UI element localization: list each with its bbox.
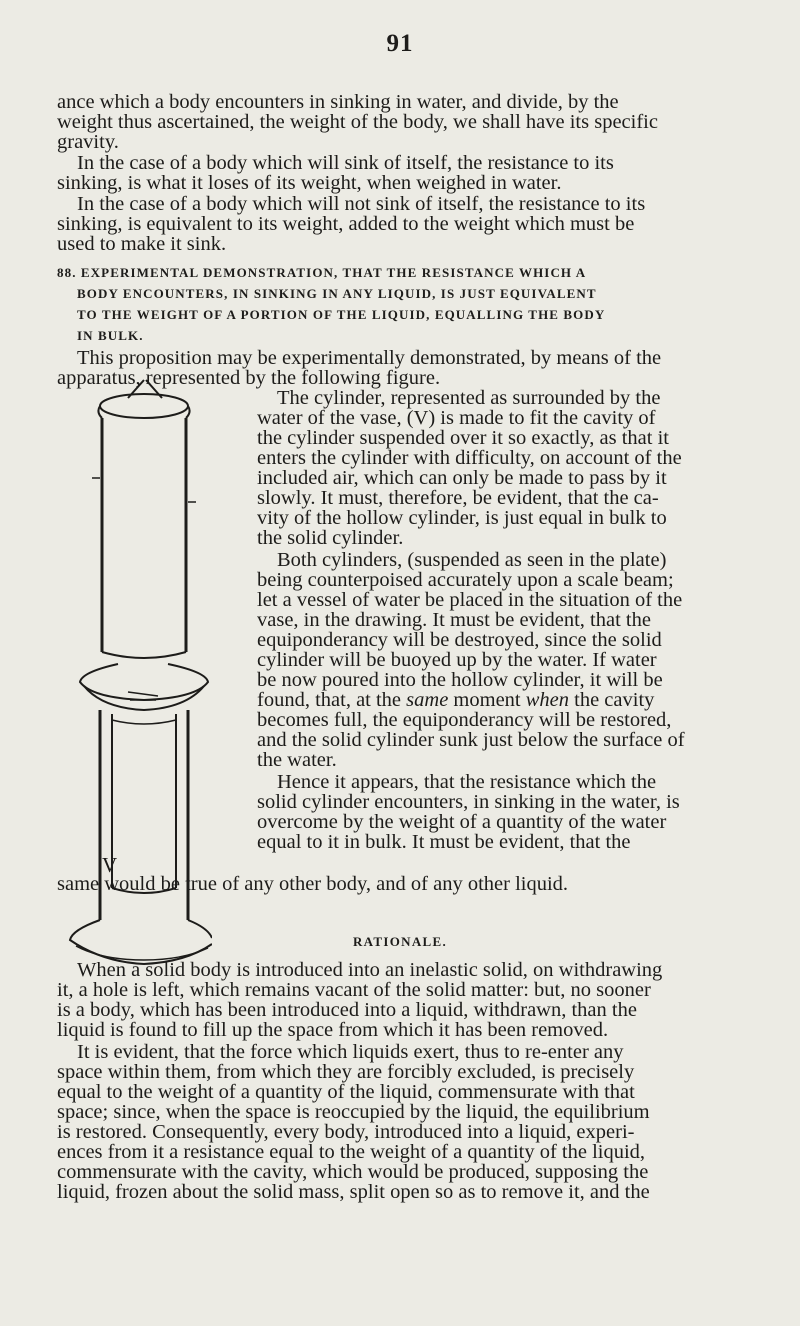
hence-line: overcome by the weight of a quantity of the water	[257, 811, 667, 833]
rationale-line: ences from it a resistance equal to the weight of a quantity of the liquid,	[57, 1141, 646, 1163]
vase-rim-lower	[84, 686, 204, 710]
rationale-line: space within them, from which they are forcibly excluded, is precisely	[57, 1061, 635, 1083]
hollow-cylinder-base	[102, 652, 186, 658]
hence-paragraph	[257, 772, 711, 852]
sink-itself-line: In the case of a body which will sink of itself, the resistance to its	[77, 152, 614, 174]
section-heading	[57, 262, 707, 346]
rationale-paragraph-2	[57, 1042, 707, 1202]
not-sink-line: In the case of a body which will not sink of itself, the resistance to its	[77, 193, 646, 215]
hollow-cylinder-rim	[98, 406, 189, 418]
hence-line: solid cylinder encounters, in sinking in the water, is	[257, 791, 680, 813]
counterpoise-line: and the solid cylinder sunk just below the surface of	[257, 729, 685, 751]
rationale-line: is restored. Consequently, every body, introduced into a liquid, experi-	[57, 1121, 635, 1143]
hence-line: equal to it in bulk. It must be evident, that the	[257, 831, 631, 853]
cylinder-line: vity of the hollow cylinder, is just equal in bulk to	[257, 507, 667, 529]
rationale-line: space; since, when the space is reoccupied by the liquid, the equilibrium	[57, 1101, 650, 1123]
hollow-cylinder-top	[100, 394, 188, 418]
cylinder-line: the cylinder suspended over it so exactly, as that it	[257, 427, 669, 449]
counterpoise-line: cylinder will be buoyed up by the water. If water	[257, 649, 657, 671]
counterpoise-line: being counterpoised accurately upon a scale beam;	[257, 569, 674, 591]
not-sink-line: sinking, is equivalent to its weight, added to the weight which must be	[57, 213, 635, 235]
not-sink-line: used to make it sink.	[57, 233, 227, 255]
intro-paragraph	[57, 92, 707, 152]
section-heading-line: IN BULK.	[77, 328, 144, 343]
intro-line: gravity.	[57, 131, 119, 153]
solid-cylinder-top	[112, 720, 176, 724]
cylinder-line: the solid cylinder.	[257, 527, 404, 549]
hence-line: Hence it appears, that the resistance which the	[277, 771, 657, 793]
rationale-paragraph-1	[57, 960, 707, 1040]
hollow-cylinder-wall	[102, 418, 186, 652]
emphasis-when: when	[525, 689, 570, 711]
rationale-line: liquid is found to fill up the space from which it has been removed.	[57, 1019, 609, 1041]
intro-line: weight thus ascertained, the weight of the body, we shall have its specific	[57, 111, 658, 133]
cylinder-line: slowly. It must, therefore, be evident, that the ca-	[257, 487, 659, 509]
rationale-line: When a solid body is introduced into an inelastic solid, on withdrawing	[77, 959, 663, 981]
emphasis-same: same	[406, 689, 449, 711]
rationale-line: It is evident, that the force which liquids exert, thus to re-enter any	[77, 1041, 624, 1063]
cylinder-line: included air, which can only be made to pass by it	[257, 467, 667, 489]
section-heading-line: TO THE WEIGHT OF A PORTION OF THE LIQUID, EQUALLING THE BODY	[77, 307, 606, 322]
counterpoise-line: be now poured into the hollow cylinder, it will be	[257, 669, 663, 691]
solid-cylinder-wall	[112, 714, 176, 888]
figure-label-v: V	[102, 853, 118, 877]
proposition-line: apparatus, represented by the following figure.	[57, 367, 441, 389]
cylinder-line: water of the vase, (V) is made to fit the cavity of	[257, 407, 656, 429]
rationale-line: it, a hole is left, which remains vacant of the solid matter: but, no sooner	[57, 979, 651, 1001]
sink-itself-line: sinking, is what it loses of its weight, when weighed in water.	[57, 172, 562, 194]
cylinder-line: The cylinder, represented as surrounded by the	[277, 387, 661, 409]
hence-line: same would be true of any other body, and of any other liquid.	[57, 873, 569, 895]
counterpoise-line-found: found, that, at the same moment when the cavity	[257, 689, 655, 711]
counterpoise-line: the water.	[257, 749, 337, 771]
counterpoise-paragraph	[257, 550, 711, 770]
rationale-line: is a body, which has been introduced into a liquid, withdrawn, than the	[57, 999, 637, 1021]
counterpoise-line: becomes full, the equiponderancy will be restored,	[257, 709, 672, 731]
rationale-line: equal to the weight of a quantity of the liquid, commensurate with that	[57, 1081, 635, 1103]
counterpoise-line: vase, in the drawing. It must be evident, that the	[257, 609, 651, 631]
hence-last-line	[57, 874, 707, 894]
not-sink-paragraph	[57, 194, 707, 254]
rationale-heading: RATIONALE.	[352, 934, 448, 949]
counterpoise-line: Both cylinders, (suspended as seen in the plate)	[277, 549, 667, 571]
proposition-line: This proposition may be experimentally demonstrated, by means of the	[77, 347, 662, 369]
section-heading-line: 88. EXPERIMENTAL DEMONSTRATION, THAT THE RESISTANCE WHICH A	[57, 265, 587, 280]
intro-line: ance which a body encounters in sinking in water, and divide, by the	[57, 91, 619, 113]
cylinder-line: enters the cylinder with difficulty, on account of the	[257, 447, 682, 469]
sink-itself-paragraph	[57, 153, 707, 193]
section-heading-line: BODY ENCOUNTERS, IN SINKING IN ANY LIQUID, IS JUST EQUIVALENT	[77, 286, 597, 301]
rationale-line: liquid, frozen about the solid mass, split open so as to remove it, and the	[57, 1181, 650, 1203]
counterpoise-line: equiponderancy will be destroyed, since the solid	[257, 629, 662, 651]
cylinder-paragraph	[257, 388, 711, 548]
counterpoise-line: let a vessel of water be placed in the situation of the	[257, 589, 683, 611]
rationale-line: commensurate with the cavity, which would be produced, supposing the	[57, 1161, 649, 1183]
page-number: 91	[386, 30, 414, 57]
